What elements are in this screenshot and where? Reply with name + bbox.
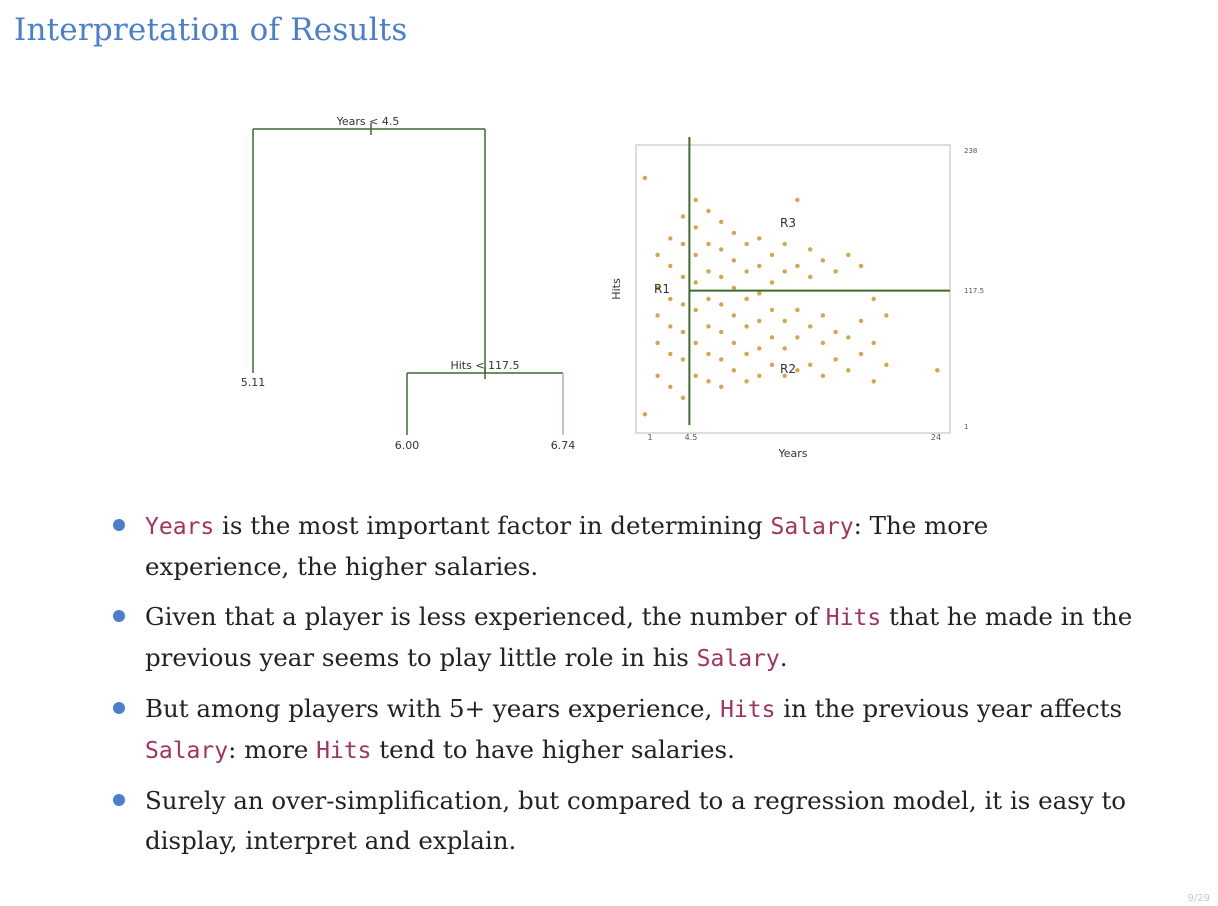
- data-point: [770, 253, 774, 257]
- text-run: .: [779, 643, 788, 672]
- bullet-text: [145, 602, 1132, 672]
- bullet-text: [145, 511, 988, 581]
- data-point: [770, 363, 774, 367]
- data-point: [706, 379, 710, 383]
- tree-leaf-label: 6.00: [394, 439, 420, 452]
- data-point: [744, 297, 748, 301]
- data-point: [935, 368, 939, 372]
- data-point: [668, 264, 672, 268]
- bullet-dot-icon: [113, 702, 125, 714]
- slide-title: Interpretation of Results: [14, 12, 408, 48]
- x-tick-label: 24: [930, 433, 942, 442]
- data-point: [808, 275, 812, 279]
- data-point: [681, 302, 685, 306]
- data-point: [668, 297, 672, 301]
- text-run: Surely an over-simplification, but compared to a regression model, it is easy to display, interpret and explain.: [145, 786, 1127, 855]
- data-point: [757, 236, 761, 240]
- code-term: Years: [145, 514, 215, 540]
- text-run: tend to have higher salaries.: [371, 735, 735, 764]
- data-point: [706, 297, 710, 301]
- bullet-item: [110, 506, 1140, 587]
- data-point: [694, 374, 698, 378]
- data-point: [681, 214, 685, 218]
- data-point: [795, 335, 799, 339]
- regression-tree: [225, 105, 605, 470]
- data-point: [846, 335, 850, 339]
- bullet-dot-icon: [113, 610, 125, 622]
- tree-root-split-label: Years < 4.5: [336, 115, 400, 128]
- tree-leaf-label: 6.74: [550, 439, 576, 452]
- data-point: [643, 176, 647, 180]
- data-point: [694, 253, 698, 257]
- data-point: [846, 253, 850, 257]
- data-point: [744, 352, 748, 356]
- data-point: [706, 324, 710, 328]
- data-point: [694, 198, 698, 202]
- data-point: [719, 302, 723, 306]
- code-term: Salary: [770, 514, 854, 540]
- bullet-text: [145, 694, 1122, 764]
- data-point: [833, 269, 837, 273]
- data-point: [732, 231, 736, 235]
- data-point: [795, 198, 799, 202]
- page-number: 9/29: [1187, 893, 1210, 904]
- tree-leaf-label: 5.11: [240, 376, 266, 389]
- data-point: [681, 330, 685, 334]
- x-tick-label: 1: [647, 433, 653, 442]
- data-point: [719, 247, 723, 251]
- data-point: [757, 374, 761, 378]
- bullet-dot-icon: [113, 794, 125, 806]
- data-point: [821, 374, 825, 378]
- data-point: [821, 258, 825, 262]
- data-point: [757, 319, 761, 323]
- data-point: [783, 269, 787, 273]
- y-tick-label: 117.5: [964, 287, 985, 295]
- data-point: [757, 346, 761, 350]
- data-point: [744, 269, 748, 273]
- data-point: [808, 324, 812, 328]
- data-point: [884, 313, 888, 317]
- data-point: [872, 379, 876, 383]
- x-axis-label: Years: [778, 447, 808, 460]
- data-point: [808, 247, 812, 251]
- data-point: [694, 308, 698, 312]
- bullet-item: [110, 781, 1140, 861]
- data-point: [821, 341, 825, 345]
- data-point: [719, 275, 723, 279]
- data-point: [655, 313, 659, 317]
- data-point: [706, 209, 710, 213]
- data-point: [783, 242, 787, 246]
- data-point: [719, 330, 723, 334]
- scatter-points: [643, 176, 940, 417]
- data-point: [732, 341, 736, 345]
- data-point: [872, 341, 876, 345]
- data-point: [744, 324, 748, 328]
- data-point: [706, 242, 710, 246]
- data-point: [694, 341, 698, 345]
- data-point: [732, 368, 736, 372]
- code-term: Hits: [825, 605, 882, 631]
- text-run: : The more experience, the higher salaries.: [145, 511, 989, 581]
- text-run: : more: [228, 735, 317, 764]
- y-axis-label: Hits: [610, 278, 623, 300]
- text-run: in the previous year affects: [775, 694, 1123, 723]
- data-point: [795, 264, 799, 268]
- data-point: [833, 357, 837, 361]
- data-point: [706, 352, 710, 356]
- data-point: [681, 275, 685, 279]
- code-term: Salary: [145, 738, 229, 764]
- text-run: But among players with 5+ years experience,: [145, 694, 721, 723]
- data-point: [821, 313, 825, 317]
- data-point: [808, 363, 812, 367]
- data-point: [732, 313, 736, 317]
- data-point: [655, 253, 659, 257]
- data-point: [719, 385, 723, 389]
- data-point: [655, 341, 659, 345]
- data-point: [770, 335, 774, 339]
- data-point: [872, 297, 876, 301]
- data-point: [732, 286, 736, 290]
- data-point: [833, 330, 837, 334]
- data-point: [783, 319, 787, 323]
- region-label-r1: R1: [654, 282, 670, 296]
- data-point: [681, 396, 685, 400]
- text-run: that he made in the previous year seems to play little role in his: [145, 602, 1133, 672]
- region-label-r2: R2: [780, 362, 796, 376]
- data-point: [744, 242, 748, 246]
- data-point: [859, 352, 863, 356]
- bullet-list: [110, 506, 1140, 871]
- y-tick-label: 238: [964, 147, 978, 155]
- data-point: [668, 385, 672, 389]
- code-term: Hits: [720, 697, 776, 723]
- code-term: Salary: [696, 646, 780, 672]
- data-point: [859, 264, 863, 268]
- data-point: [719, 220, 723, 224]
- y-tick-label: 1: [964, 423, 969, 431]
- data-point: [694, 280, 698, 284]
- data-point: [744, 379, 748, 383]
- data-point: [884, 363, 888, 367]
- data-point: [668, 352, 672, 356]
- plot-frame: [636, 145, 950, 433]
- data-point: [859, 319, 863, 323]
- text-run: is the most important factor in determining: [214, 511, 771, 540]
- data-point: [668, 236, 672, 240]
- tree-right-split-label: Hits < 117.5: [450, 359, 520, 372]
- data-point: [681, 357, 685, 361]
- data-point: [770, 280, 774, 284]
- data-point: [706, 269, 710, 273]
- code-term: Hits: [316, 738, 372, 764]
- data-point: [770, 308, 774, 312]
- data-point: [719, 357, 723, 361]
- bullet-text: [145, 786, 1126, 855]
- data-point: [681, 242, 685, 246]
- bullet-dot-icon: [113, 519, 125, 531]
- data-point: [757, 264, 761, 268]
- data-point: [643, 412, 647, 416]
- partition-scatter-plot: [600, 135, 985, 470]
- bullet-item: [110, 689, 1140, 771]
- data-point: [668, 324, 672, 328]
- data-point: [795, 308, 799, 312]
- data-point: [757, 291, 761, 295]
- x-tick-label: 4.5: [684, 433, 698, 442]
- data-point: [694, 225, 698, 229]
- data-point: [846, 368, 850, 372]
- data-point: [783, 346, 787, 350]
- text-run: Given that a player is less experienced, the number of: [145, 602, 826, 631]
- region-label-r3: R3: [780, 216, 796, 230]
- bullet-item: [110, 597, 1140, 679]
- data-point: [655, 374, 659, 378]
- data-point: [732, 258, 736, 262]
